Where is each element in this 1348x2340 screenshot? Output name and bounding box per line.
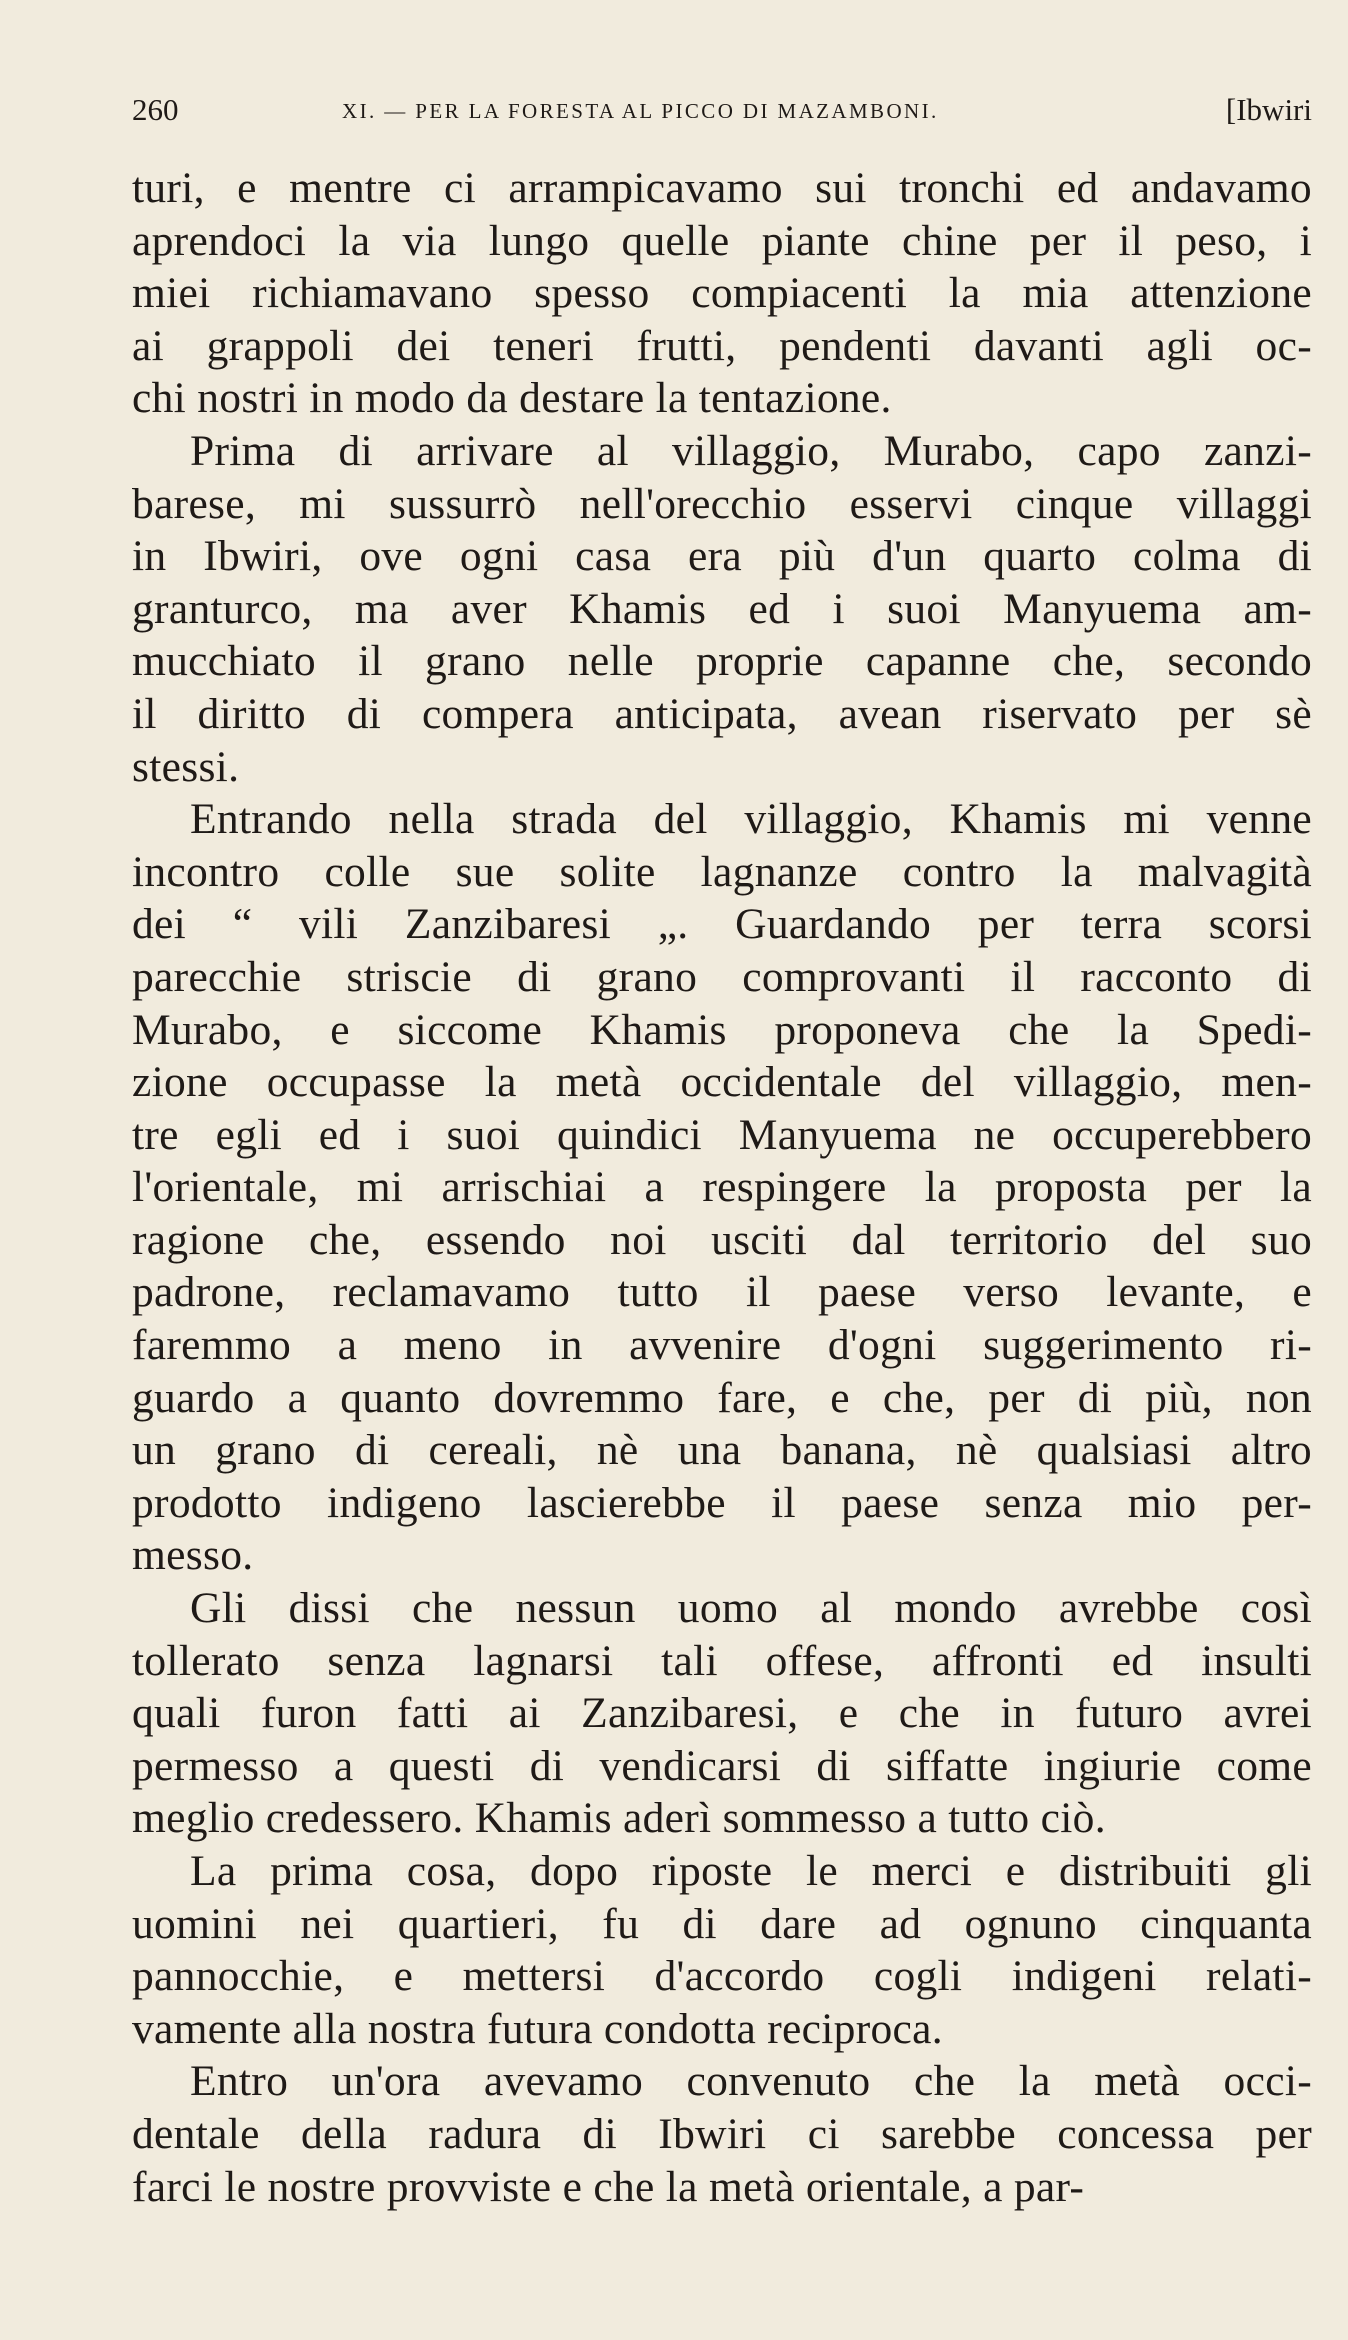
text-line: quali furon fatti ai Zanzibaresi, e che in futuro avrei	[132, 1689, 1312, 1738]
text-line: turi, e mentre ci arrampicavamo sui tronchi ed andavamo	[132, 164, 1312, 212]
text-line: messo.	[132, 1531, 254, 1580]
text-line: il diritto di compera anticipata, avean riservato per sè	[132, 689, 1312, 738]
text-line: prodotto indigeno lascierebbe il paese senza mio per-	[132, 1478, 1312, 1527]
running-place: [Ibwiri	[1225, 92, 1312, 127]
text-line: un grano di cereali, nè una banana, nè qualsiasi altro	[132, 1426, 1312, 1475]
text-line: Gli dissi che nessun uomo al mondo avrebbe così	[190, 1584, 1312, 1633]
text-line: granturco, ma aver Khamis ed i suoi Manyuema am-	[132, 584, 1312, 633]
text-line: chi nostri in modo da destare la tentazione.	[132, 374, 892, 423]
paragraph	[132, 162, 1312, 425]
text-line: stessi.	[132, 742, 240, 791]
text-line: vamente alla nostra futura condotta reciproca.	[132, 2004, 943, 2053]
text-line: uomini nei quartieri, fu di dare ad ognuno cinquanta	[132, 1899, 1312, 1948]
text-line: La prima cosa, dopo riposte le merci e distribuiti gli	[190, 1847, 1312, 1895]
paragraph	[132, 1845, 1312, 2055]
paragraph	[132, 2055, 1312, 2213]
text-line: pannocchie, e mettersi d'accordo cogli indigeni relati-	[132, 1952, 1312, 2001]
paragraph	[132, 425, 1312, 793]
text-line: in Ibwiri, ove ogni casa era più d'un quarto colma di	[132, 532, 1312, 581]
text-line: padrone, reclamavamo tutto il paese verso levante, e	[132, 1268, 1312, 1317]
text-line: farci le nostre provviste e che la metà orientale, a par-	[132, 2162, 1085, 2211]
text-line: incontro colle sue solite lagnanze contro la malvagità	[132, 847, 1312, 896]
running-header	[132, 92, 1312, 132]
text-line: guardo a quanto dovremmo fare, e che, per di più, non	[132, 1373, 1312, 1422]
text-line: ai grappoli dei teneri frutti, pendenti davanti agli oc-	[132, 321, 1312, 370]
text-line: tre egli ed i suoi quindici Manyuema ne occuperebbero	[132, 1110, 1312, 1159]
text-line: permesso a questi di vendicarsi di siffatte ingiurie come	[132, 1741, 1312, 1790]
text-line: dei “ vili Zanzibaresi „. Guardando per terra scorsi	[132, 900, 1312, 949]
text-line: parecchie striscie di grano comprovanti il racconto di	[132, 952, 1312, 1001]
body-text	[132, 162, 1312, 2213]
text-line: tollerato senza lagnarsi tali offese, affronti ed insulti	[132, 1636, 1312, 1685]
text-line: dentale della radura di Ibwiri ci sarebbe concessa per	[132, 2109, 1312, 2158]
text-line: miei richiamavano spesso compiacenti la mia attenzione	[132, 269, 1312, 318]
text-line: Prima di arrivare al villaggio, Murabo, capo zanzi-	[190, 426, 1312, 475]
text-line: faremmo a meno in avvenire d'ogni suggerimento ri-	[132, 1321, 1312, 1370]
text-line: barese, mi sussurrò nell'orecchio esservi cinque villaggi	[132, 479, 1312, 528]
text-line: Entrando nella strada del villaggio, Khamis mi venne	[190, 795, 1312, 844]
text-line: mucchiato il grano nelle proprie capanne che, secondo	[132, 637, 1312, 686]
paragraph	[132, 793, 1312, 1582]
page-number: 260	[132, 92, 179, 127]
text-line: l'orientale, mi arrischiai a respingere la proposta per la	[132, 1163, 1312, 1212]
paragraph	[132, 1582, 1312, 1845]
text-line: ragione che, essendo noi usciti dal territorio del suo	[132, 1215, 1312, 1264]
text-line: meglio credessero. Khamis aderì sommesso a tutto ciò.	[132, 1794, 1106, 1843]
running-title: XI. — PER LA FORESTA AL PICCO DI MAZAMBONI.	[342, 99, 939, 123]
text-line: Murabo, e siccome Khamis proponeva che la Spedi-	[132, 1005, 1312, 1054]
text-line: Entro un'ora avevamo convenuto che la metà occi-	[190, 2057, 1312, 2106]
text-line: aprendoci la via lungo quelle piante chine per il peso, i	[132, 216, 1312, 265]
text-line: zione occupasse la metà occidentale del villaggio, men-	[132, 1058, 1312, 1107]
